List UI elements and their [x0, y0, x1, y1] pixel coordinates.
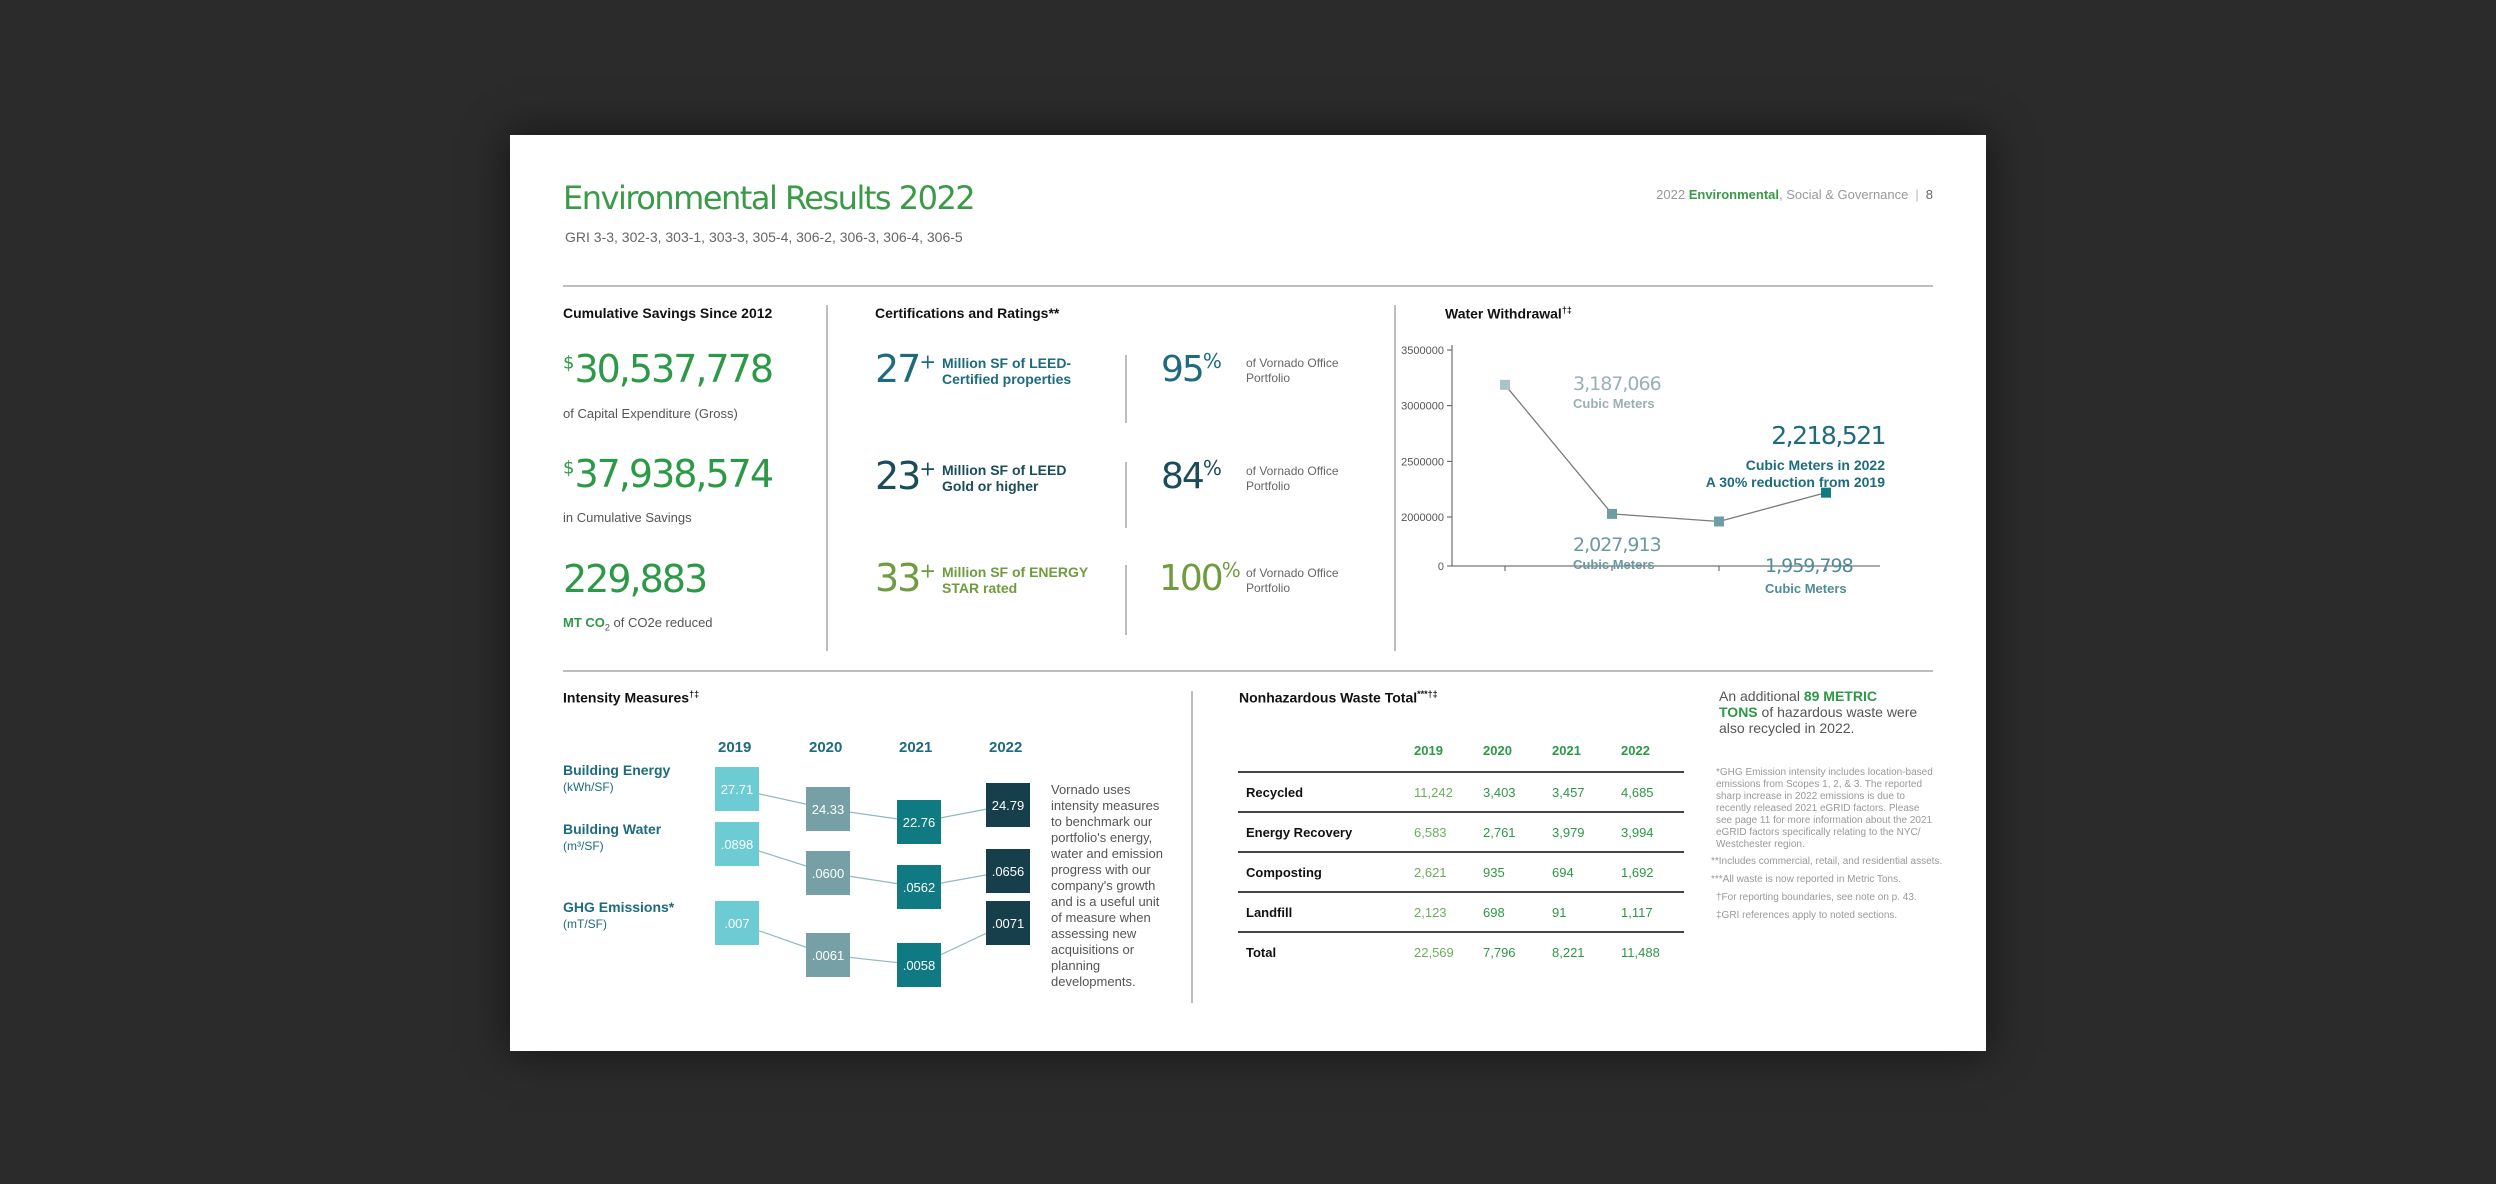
intensity-heading: Intensity Measures†‡ [563, 689, 700, 706]
waste-cell: 2,621 [1414, 852, 1483, 892]
energy-star-pct-label: of Vornado Office Portfolio [1246, 566, 1339, 595]
building-water-label: Building Water [563, 821, 662, 837]
ghg-emissions-unit: (mT/SF) [563, 917, 607, 931]
footnote-assets: **Includes commercial, retail, and residential assets. [1711, 856, 1943, 867]
footnote-metric-tons: ***All waste is now reported in Metric Tons. [1711, 874, 1901, 885]
waste-cell: 6,583 [1414, 812, 1483, 852]
energy-star-label: Million SF of ENERGY STAR rated [942, 564, 1088, 596]
report-page [510, 135, 1986, 1051]
water-point-2021 [1714, 516, 1724, 526]
savings-value: $37,938,574 [563, 452, 773, 496]
waste-cell: 11,242 [1414, 772, 1483, 812]
waste-cell: 2,123 [1414, 892, 1483, 932]
leed-gold-pct-label: of Vornado Office Portfolio [1246, 464, 1339, 493]
waste-header-row [1238, 729, 1684, 772]
savings-symbol: $ [563, 457, 575, 479]
y-tick-label: 2500000 [1401, 456, 1444, 469]
certifications-heading: Certifications and Ratings** [875, 305, 1060, 321]
capex-caption: of Capital Expenditure (Gross) [563, 406, 738, 421]
footnote-gri: ‡GRI references apply to noted sections. [1716, 910, 1898, 921]
water-2019-box: .0898 [715, 822, 759, 866]
ann-2019-value: 3,187,066 [1573, 373, 1661, 395]
leed-certified-value: 27+ [875, 347, 937, 391]
leed-certified-pct: 95% [1161, 349, 1222, 390]
waste-cell: 1,692 [1621, 852, 1684, 892]
waste-cell: 4,685 [1621, 772, 1684, 812]
waste-col-2019: 2019 [1414, 742, 1443, 758]
ann-2021-value: 1,959,798 [1765, 555, 1853, 577]
co2-value: 229,883 [563, 557, 707, 601]
savings-heading: Cumulative Savings Since 2012 [563, 305, 773, 321]
waste-heading: Nonhazardous Waste Total***†‡ [1239, 689, 1438, 706]
waste-row-label: Landfill [1238, 892, 1414, 932]
y-tick-label: 2000000 [1401, 512, 1444, 524]
report-header [1656, 187, 1933, 202]
divider-intensity [1191, 691, 1193, 1003]
table-row [1238, 772, 1684, 812]
table-row [1238, 932, 1684, 972]
water-point-2019 [1500, 380, 1510, 390]
water-2021-box: .0562 [897, 865, 941, 909]
leed-gold-pct: 84% [1161, 456, 1222, 497]
water-heading: Water Withdrawal†‡ [1445, 305, 1572, 322]
intensity-description: Vornado uses intensity measures to benchmark our portfolio's energy, water and emission progress with our company's growth and is a useful unit of measure when assessing new acquisitions or planning developments. [1051, 782, 1163, 989]
report-env-label: Environmental [1688, 187, 1780, 202]
ghg-2019-box: .007 [715, 901, 759, 945]
waste-cell: 91 [1552, 892, 1621, 932]
ghg-emissions-label: GHG Emissions* [563, 899, 675, 915]
waste-col-2021: 2021 [1552, 742, 1581, 758]
ann-2021-unit: Cubic Meters [1765, 581, 1847, 596]
ann-2022-text: Cubic Meters in 2022 A 30% reduction from 2019 [1705, 457, 1885, 490]
waste-cell: 3,994 [1621, 812, 1684, 852]
waste-cell: 22,569 [1414, 932, 1483, 972]
page-title: Environmental Results 2022 [563, 179, 975, 217]
y-tick-label: 3000000 [1401, 400, 1444, 413]
waste-cell: 11,488 [1621, 932, 1684, 972]
table-row [1238, 892, 1684, 932]
ghg-2020-box: .0061 [806, 933, 850, 977]
footnote-ghg: *GHG Emission intensity includes location-based emissions from Scopes 1, 2, & 3. The reported sharp increase in 2022 emissions is due to recently released 2021 eGRID factors. Please see page 11 for more information about the 2021 eGRID factors specifically relating to the NYC/ Westchester region. [1716, 767, 1933, 850]
waste-cell: 3,979 [1552, 812, 1621, 852]
table-row [1238, 812, 1684, 852]
capex-value: $30,537,778 [563, 347, 773, 391]
intensity-year-2019: 2019 [718, 739, 752, 756]
ann-2022-value: 2,218,521 [1771, 421, 1885, 450]
energy-2020-box: 24.33 [806, 787, 850, 831]
leed-certified-pct-label: of Vornado Office Portfolio [1246, 356, 1339, 385]
co2-caption: MT $CO_2$ of CO2e reduced [563, 615, 713, 633]
energy-2022-box: 24.79 [986, 783, 1030, 827]
leed-gold-value: 23+ [875, 454, 937, 498]
waste-cell: 694 [1552, 852, 1621, 892]
footnote-boundaries: †For reporting boundaries, see note on p. 43. [1716, 892, 1917, 903]
waste-row-label: Total [1238, 932, 1414, 972]
table-row [1238, 852, 1684, 892]
waste-cell: 2,761 [1483, 812, 1552, 852]
waste-table [1238, 729, 1684, 972]
capex-symbol: $ [563, 352, 575, 374]
water-2020-box: .0600 [806, 851, 850, 895]
ann-2020-unit: Cubic Meters [1573, 557, 1655, 572]
page-number: 8 [1925, 187, 1933, 202]
water-point-2020 [1607, 509, 1617, 519]
waste-cell: 698 [1483, 892, 1552, 932]
water-withdrawal-chart [1390, 335, 1950, 575]
leed-certified-label: Million SF of LEED-Certified properties [942, 355, 1072, 387]
energy-2021-box: 22.76 [897, 800, 941, 844]
ghg-2021-box: .0058 [897, 943, 941, 987]
energy-2019-box: 27.71 [715, 767, 759, 811]
energy-star-pct: 100% [1159, 558, 1241, 599]
waste-cell: 7,796 [1483, 932, 1552, 972]
hazardous-waste-note: An additional 89 METRIC TONS of hazardous waste were also recycled in 2022. [1719, 688, 1918, 736]
water-series-line [1505, 385, 1826, 522]
waste-col-2022: 2022 [1621, 742, 1650, 758]
waste-cell: 3,403 [1483, 772, 1552, 812]
waste-row-label: Energy Recovery [1238, 812, 1414, 852]
waste-row-label: Composting [1238, 852, 1414, 892]
waste-row-label: Recycled [1238, 772, 1414, 812]
gri-references: GRI 3-3, 302-3, 303-1, 303-3, 305-4, 306-2, 306-3, 306-4, 306-5 [565, 229, 963, 245]
waste-cell: 1,117 [1621, 892, 1684, 932]
building-energy-label: Building Energy [563, 762, 671, 778]
energy-star-value: 33+ [875, 556, 937, 600]
report-rest-label: , Social & Governance [1779, 187, 1909, 202]
waste-cell: 935 [1483, 852, 1552, 892]
building-energy-unit: (kWh/SF) [563, 780, 614, 794]
header-separator: | [1915, 187, 1919, 202]
savings-caption: in Cumulative Savings [563, 510, 692, 525]
waste-col-2020: 2020 [1483, 742, 1512, 758]
intensity-year-2020: 2020 [809, 739, 843, 756]
ann-2019-unit: Cubic Meters [1573, 396, 1655, 411]
report-year: 2022 [1656, 187, 1686, 202]
leed-gold-label: Million SF of LEED Gold or higher [942, 462, 1067, 494]
waste-col-label [1238, 729, 1414, 772]
waste-cell: 8,221 [1552, 932, 1621, 972]
y-tick-label: 3500000 [1401, 345, 1444, 357]
y-tick-label: 0 [1437, 561, 1444, 573]
intensity-year-2021: 2021 [899, 739, 933, 756]
waste-cell: 3,457 [1552, 772, 1621, 812]
building-water-unit: (m³/SF) [563, 839, 604, 853]
water-2022-box: .0656 [986, 849, 1030, 893]
intensity-year-2022: 2022 [989, 739, 1023, 756]
ann-2020-value: 2,027,913 [1573, 534, 1661, 556]
ghg-2022-box: .0071 [986, 901, 1030, 945]
